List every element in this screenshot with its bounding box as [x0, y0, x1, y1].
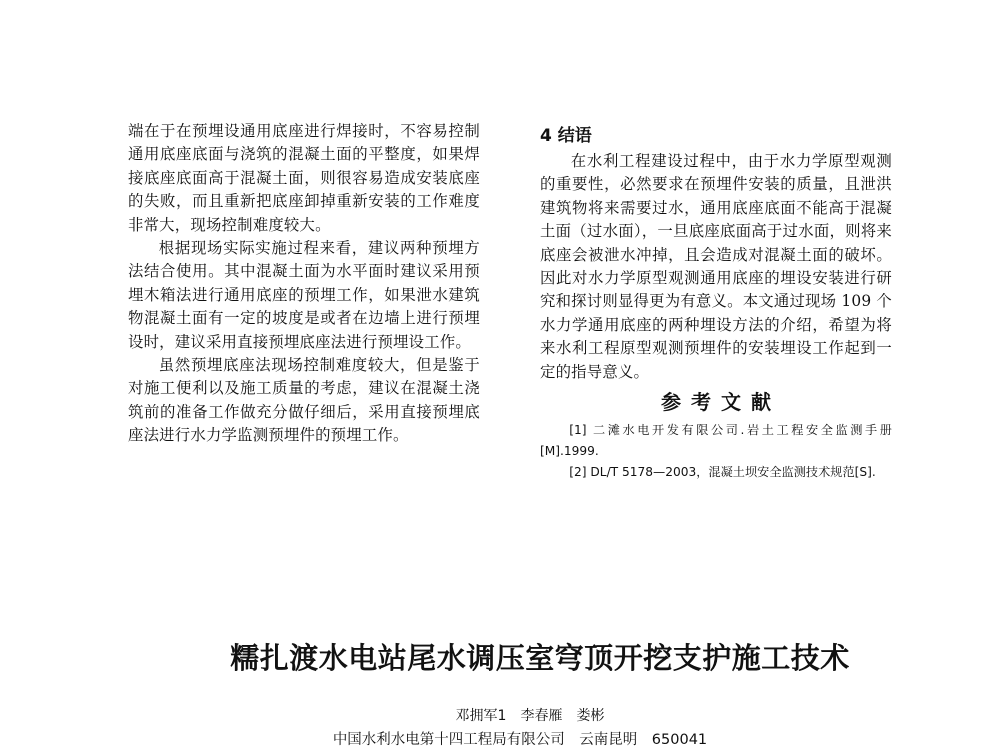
reference-item: [1] 二滩水电开发有限公司.岩土工程安全监测手册[M].1999. [540, 423, 892, 459]
left-column [128, 120, 480, 448]
right-column [540, 120, 892, 483]
body-paragraph: 端在于在预埋设通用底座进行焊接时，不容易控制通用底座底面与浇筑的混凝土面的平整度，如果焊接底座底面高于混凝土面，则很容易造成安装底座的失败，而且重新把底座卸掉重新安装的工作难度非常大，现场控制难度较大。 [128, 122, 480, 234]
next-article-affiliation: 中国水利水电第十四工程局有限公司 云南昆明 650041 [332, 732, 708, 748]
next-article-title: 糯扎渡水电站尾水调压室穹顶开挖支护施工技术 [230, 641, 850, 675]
next-article-authors: 邓拥军1 李春雁 娄彬 [455, 708, 605, 724]
conclusion-paragraph: 在水利工程建设过程中，由于水力学原型观测的重要性，必然要求在预埋件安装的质量，且泄洪建筑物将来需要过水，通用底座底面不能高于混凝土面（过水面），一旦底座底面高于过水面，则将来底座会被泄水冲掉，且会造成对混凝土面的破坏。因此对水力学原型观测通用底座的埋设安装进行研究和探讨则显得更为有意义。本文通过现场 109 个水力学通用底座的两种埋设方法的介绍，希望为将来水利工程原型观测预埋件的安装埋设工作起到一定的指导意义。 [540, 152, 892, 381]
body-paragraph: 虽然预埋底座法现场控制难度较大，但是鉴于对施工便利以及施工质量的考虑，建议在混凝土浇筑前的准备工作做充分做仔细后，采用直接预埋底座法进行水力学监测预埋件的预埋工作。 [128, 356, 480, 445]
section-heading: 4 结语 [540, 126, 592, 146]
body-paragraph: 根据现场实际实施过程来看，建议两种预埋方法结合使用。其中混凝土面为水平面时建议采用预埋木箱法进行通用底座的预埋工作，如果泄水建筑物混凝土面有一定的坡度是或者在边墙上进行预埋设时，建议采用直接预埋底座法进行预埋设工作。 [128, 239, 480, 351]
reference-item: [2] DL/T 5178—2003，混凝土坝安全监测技术规范[S]. [569, 465, 876, 480]
references-heading: 参考文献 [661, 390, 781, 415]
